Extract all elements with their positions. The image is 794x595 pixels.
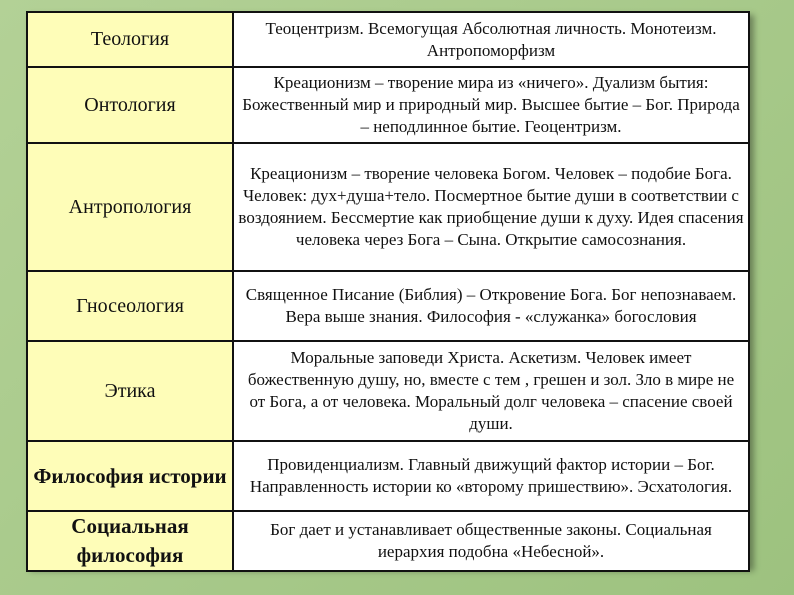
medieval-philosophy-table-container: [26, 11, 750, 567]
table-row: [27, 441, 749, 511]
description-cell-gnoseology: Священное Писание (Библия) – Откровение Бога. Бог непознаваем. Вера выше знания. Философия - «служанка» богословия: [233, 271, 749, 341]
description-cell-ontology: Креационизм – творение мира из «ничего». Дуализм бытия: Божественный мир и природный мир. Высшее бытие – Бог. Природа – неподлинное бытие. Геоцентризм.: [233, 67, 749, 143]
topic-cell-ethics: Этика: [27, 341, 233, 441]
description-cell-social-philosophy: Бог дает и устанавливает общественные законы. Социальная иерархия подобна «Небесной».: [233, 511, 749, 571]
table-row: [27, 12, 749, 67]
table-row: [27, 341, 749, 441]
medieval-philosophy-table: [26, 11, 750, 572]
description-cell-philosophy-of-history: Провиденциализм. Главный движущий фактор истории – Бог. Направленность истории ко «второму пришествию». Эсхатология.: [233, 441, 749, 511]
description-cell-theology: Теоцентризм. Всемогущая Абсолютная личность. Монотеизм. Антропоморфизм: [233, 12, 749, 67]
description-cell-anthropology: Креационизм – творение человека Богом. Человек – подобие Бога. Человек: дух+душа+тело. Посмертное бытие души в соответствии с воздоянием. Бессмертие как приобщение души к духу. Идея спасения человека через Бога – Сына. Открытие самосознания.: [233, 143, 749, 271]
description-cell-ethics: Моральные заповеди Христа. Аскетизм. Человек имеет божественную душу, но, вместе с тем , грешен и зол. Зло в мире не от Бога, а от человека. Моральный долг человека – спасение своей души.: [233, 341, 749, 441]
topic-cell-ontology: Онтология: [27, 67, 233, 143]
topic-cell-philosophy-of-history: Философия истории: [27, 441, 233, 511]
table-row: [27, 511, 749, 571]
table-row: [27, 143, 749, 271]
topic-cell-social-philosophy: Социальная философия: [27, 511, 233, 571]
topic-cell-anthropology: Антропология: [27, 143, 233, 271]
table-row: [27, 271, 749, 341]
topic-cell-theology: Теология: [27, 12, 233, 67]
topic-cell-gnoseology: Гносеология: [27, 271, 233, 341]
table-row: [27, 67, 749, 143]
